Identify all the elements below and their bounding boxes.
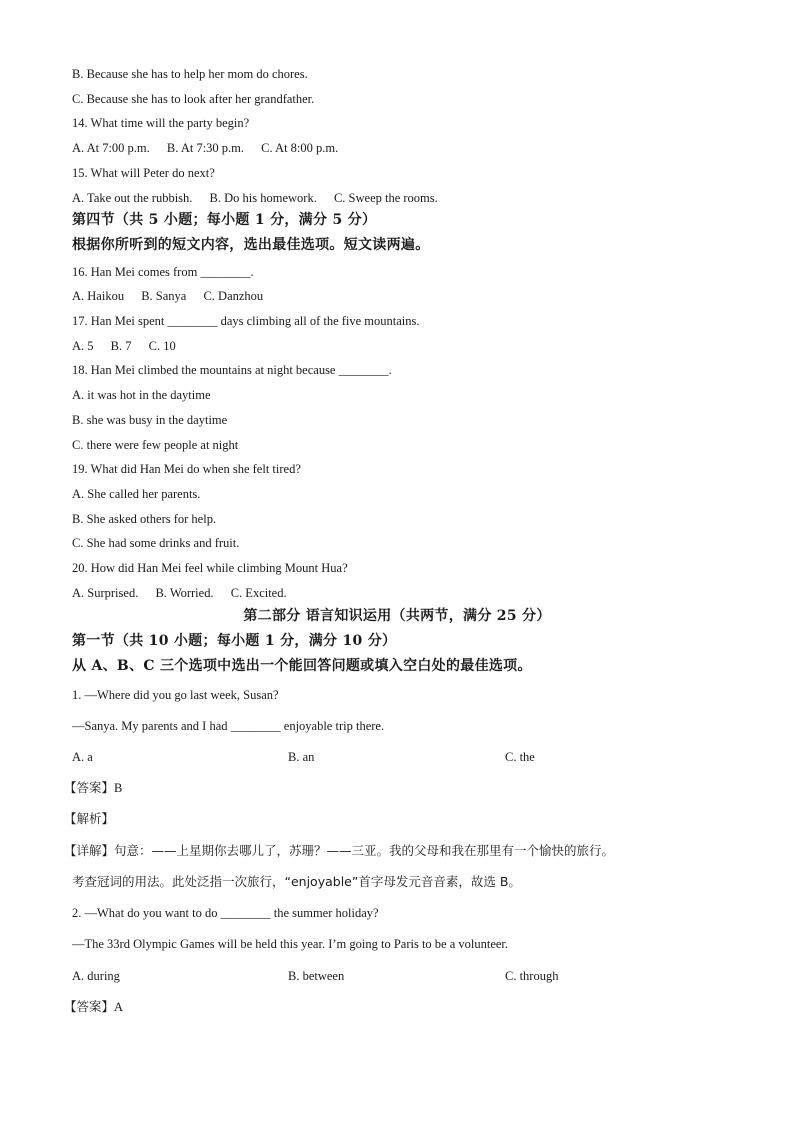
q20-option-a: A. Surprised. [72,586,139,600]
q1-answer-line [64,780,122,796]
q2-reply: —The 33rd Olympic Games will be held this year. I’m going to Paris to be a volunteer. [72,937,509,951]
q1-detail-2-text: 考查冠词的用法。此处泛指一次旅行，“enjoyable”首字母发元音音素，故选 B。 [72,874,521,889]
q20-question: 20. How did Han Mei feel while climbing Mount Hua? [72,561,348,575]
q16-option-b: B. Sanya [141,289,187,303]
detail-tag: 【详解】 [64,843,115,858]
q16-option-a: A. Haikou [72,289,125,303]
q1-question: 1. —Where did you go last week, Susan? [72,688,279,702]
q2-answer-line [64,999,123,1015]
q15-option-a: A. Take out the rubbish. [72,191,193,205]
q19-option-b: B. She asked others for help. [72,512,217,526]
q19-question: 19. What did Han Mei do when she felt tired? [72,462,301,476]
q15-option-b: B. Do his homework. [209,191,317,205]
q17-question: 17. Han Mei spent ________ days climbing all of the five mountains. [72,314,420,328]
q1-option-b: B. an [288,750,315,764]
q13-option-c: C. Because she has to look after her grandfather. [72,92,315,106]
q1-analysis-line [64,811,114,827]
q18-question: 18. Han Mei climbed the mountains at night because ________. [72,363,392,377]
section4-instruction: 根据你所听到的短文内容，选出最佳选项。短文读两遍。 [72,237,430,253]
q1-option-a: A. a [72,750,93,764]
q18-option-a: A. it was hot in the daytime [72,388,211,402]
q16-option-c: C. Danzhou [203,289,264,303]
q1-detail-line [64,843,614,859]
q17-option-b: B. 7 [110,339,132,353]
answer-tag: 【答案】 [64,780,115,795]
q20-option-b: B. Worried. [155,586,214,600]
q1-detail-2 [72,874,521,890]
q18-option-b: B. she was busy in the daytime [72,413,228,427]
q2-option-b: B. between [288,969,345,983]
q16-question: 16. Han Mei comes from ________. [72,265,254,279]
q2-question: 2. —What do you want to do ________ the summer holiday? [72,906,379,920]
q1-option-c: C. the [505,750,535,764]
q19-option-c: C. She had some drinks and fruit. [72,536,240,550]
q15-options [72,190,452,206]
q14-question: 14. What time will the party begin? [72,116,250,130]
part2-title: 第二部分 语言知识运用（共两节，满分 25 分） [243,608,551,624]
q1-reply: —Sanya. My parents and I had ________ enjoyable trip there. [72,719,385,733]
q1-answer: B [114,781,123,795]
q17-option-a: A. 5 [72,339,94,353]
q18-option-c: C. there were few people at night [72,438,239,452]
answer-tag: 【答案】 [64,999,115,1014]
q2-answer: A [114,1000,124,1014]
section4-heading: 第四节（共 5 小题；每小题 1 分，满分 5 分） [72,212,377,228]
part2-section1-heading: 第一节（共 10 小题；每小题 1 分，满分 10 分） [72,633,397,649]
q14-option-b: B. At 7:30 p.m. [166,141,245,155]
q20-option-c: C. Excited. [230,586,287,600]
q19-option-a: A. She called her parents. [72,487,201,501]
q1-detail: 句意：——上星期你去哪儿了，苏珊？——三亚。我的父母和我在那里有一个愉快的旅行。 [114,843,615,858]
q13-option-b: B. Because she has to help her mom do chores. [72,67,308,81]
q16-options [72,288,277,304]
q17-options [72,338,190,354]
q15-question: 15. What will Peter do next? [72,166,215,180]
analysis-tag: 【解析】 [64,811,115,826]
q2-option-c: C. through [505,969,559,983]
q20-options [72,585,301,601]
part2-instruction: 从 A、B、C 三个选项中选出一个能回答问题或填入空白处的最佳选项。 [72,658,532,674]
q14-option-c: C. At 8:00 p.m. [261,141,339,155]
q14-options [72,140,352,156]
q2-option-a: A. during [72,969,120,983]
q14-option-a: A. At 7:00 p.m. [72,141,150,155]
q17-option-c: C. 10 [148,339,176,353]
q15-option-c: C. Sweep the rooms. [333,191,438,205]
